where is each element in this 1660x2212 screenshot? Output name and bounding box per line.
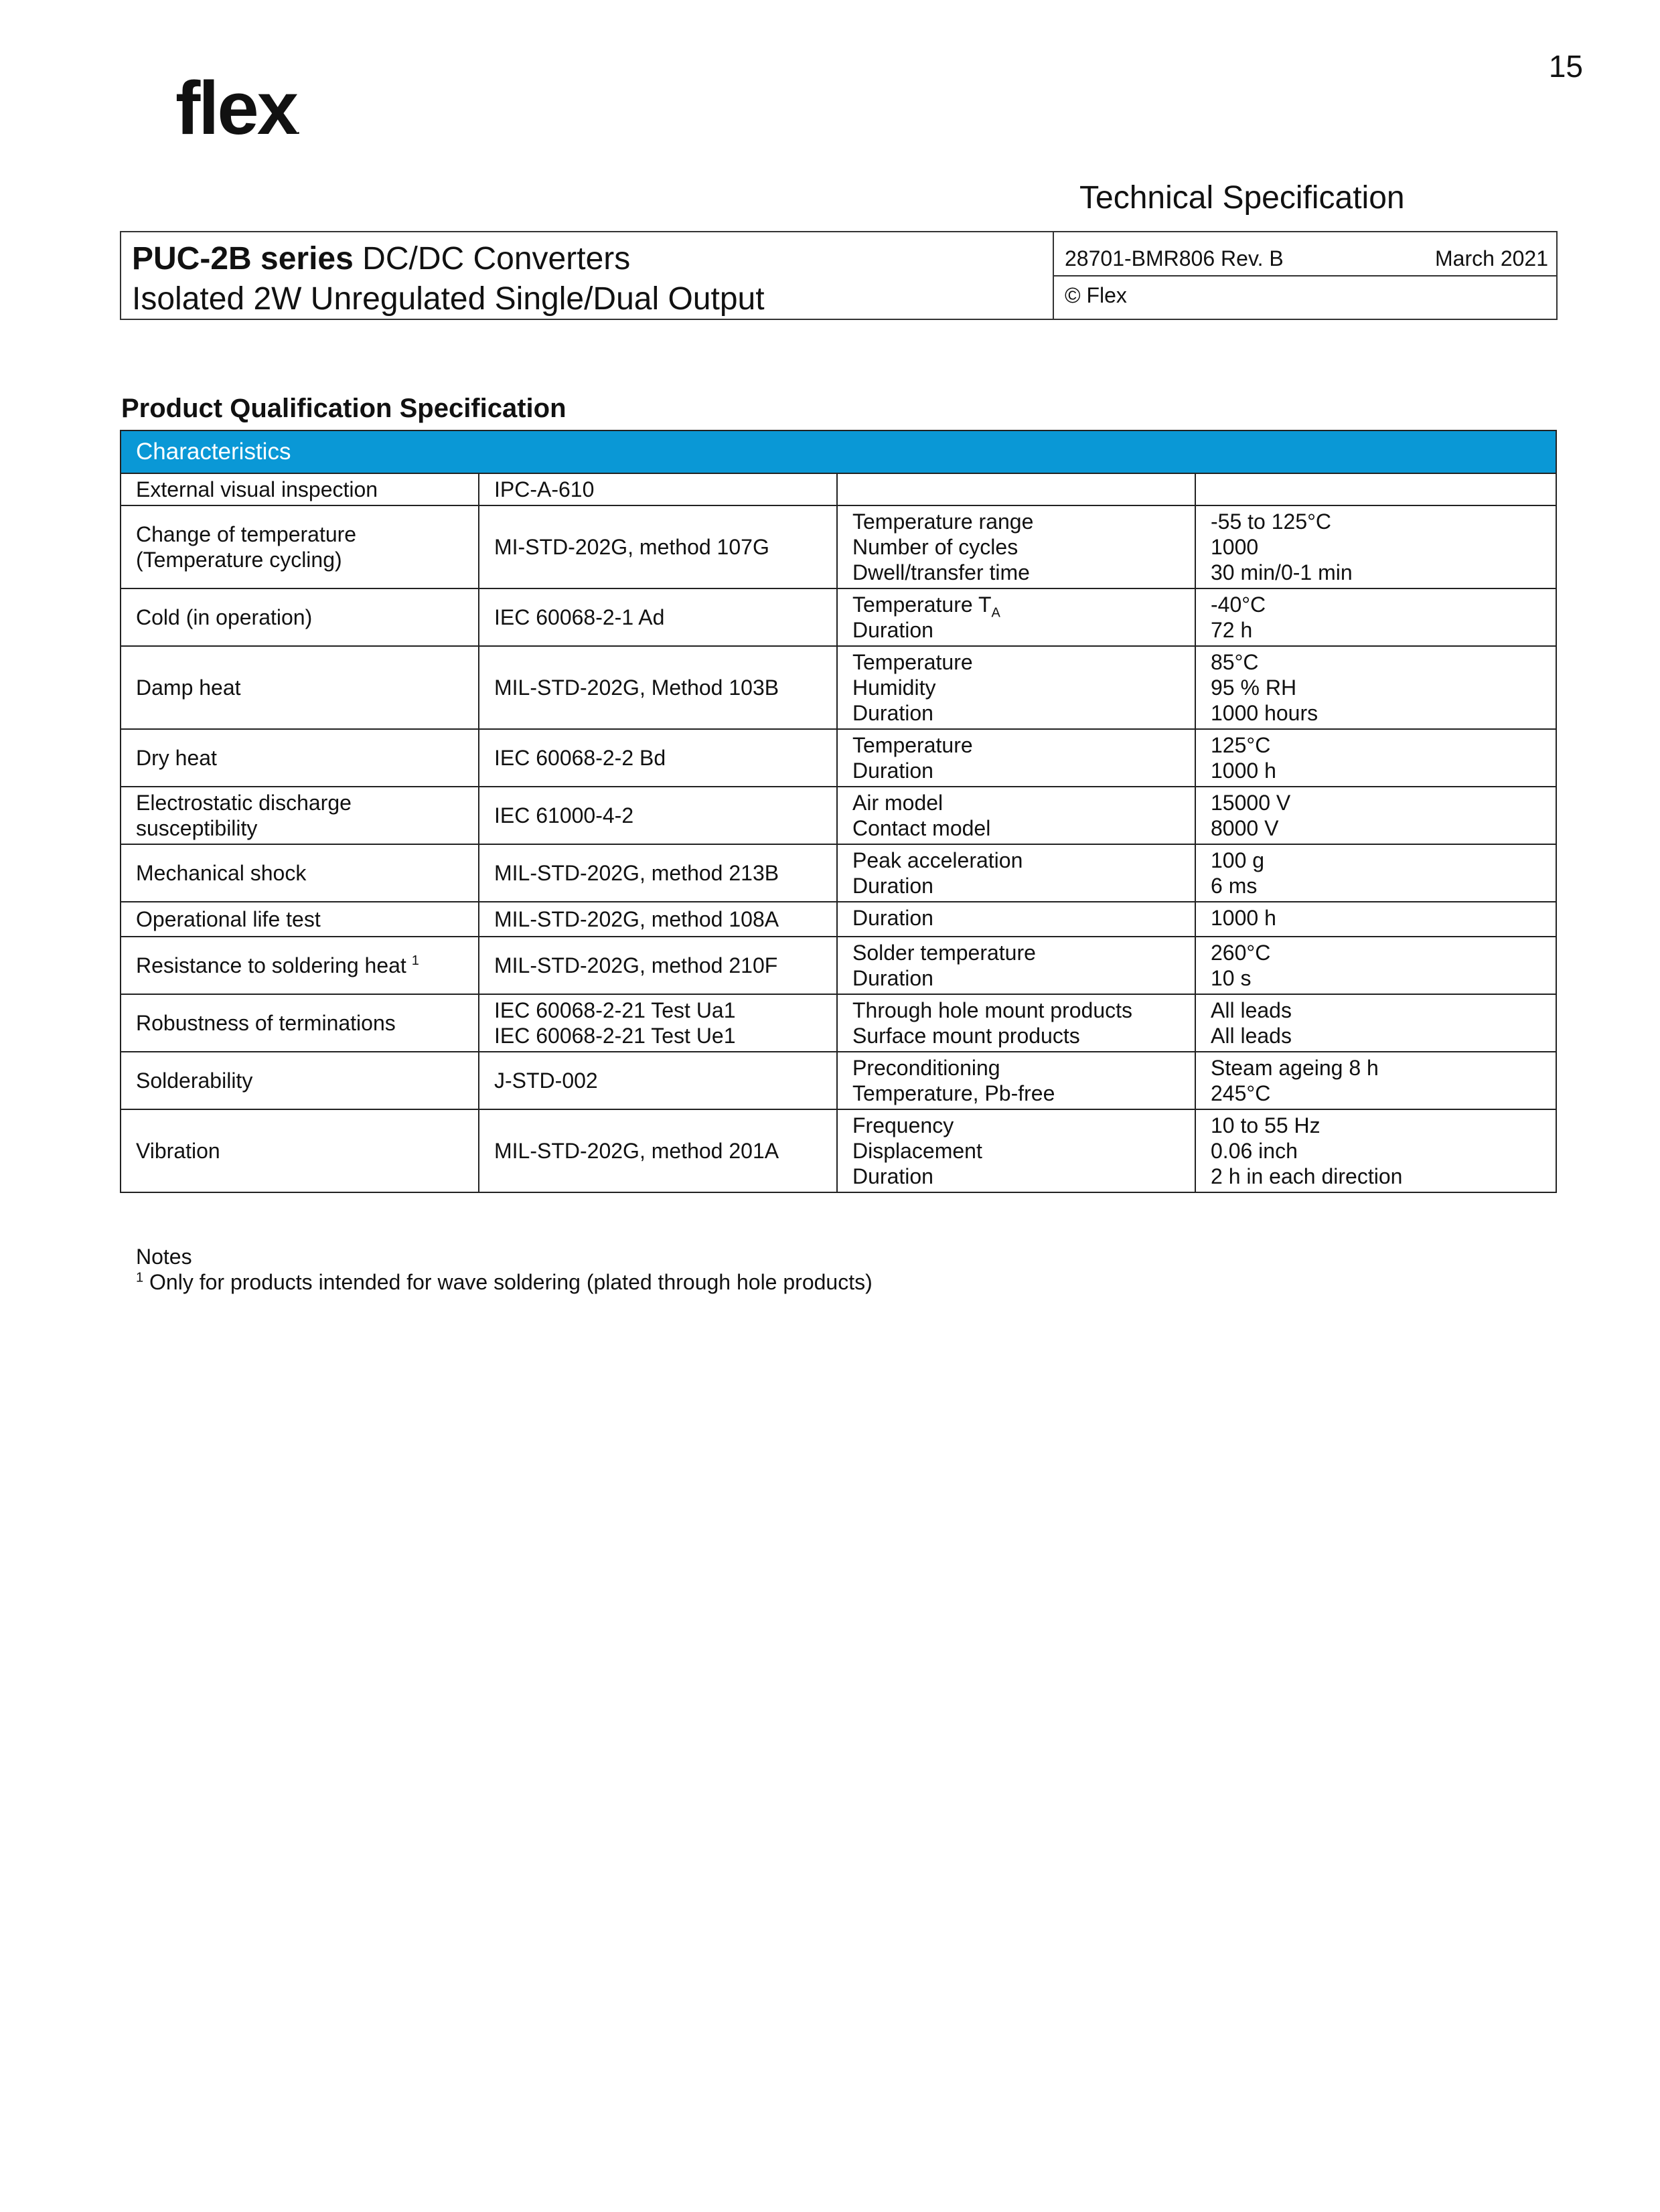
test-values: 85°C 95 % RH 1000 hours [1195,646,1556,729]
copyright: © Flex [1065,283,1127,307]
flex-logo [175,66,301,150]
test-method: MIL-STD-202G, method 108A [479,902,837,937]
characteristic-name: Dry heat [121,729,479,787]
test-values: 10 to 55 Hz 0.06 inch 2 h in each direction [1195,1109,1556,1192]
characteristic-name-text: Resistance to soldering heat [136,953,406,977]
table-row [121,787,1556,844]
page-number: 15 [1548,49,1583,84]
note-marker: 1 [136,1270,144,1285]
test-method: MI-STD-202G, method 107G [479,505,837,588]
characteristic-name: Damp heat [121,646,479,729]
table-row [121,729,1556,787]
product-subtitle: Isolated 2W Unregulated Single/Dual Output [132,281,765,317]
table-header: Characteristics [121,430,1556,473]
test-values: 260°C 10 s [1195,937,1556,994]
test-values: All leads All leads [1195,994,1556,1052]
table-row [121,588,1556,646]
table-row [121,1052,1556,1109]
series-name: PUC-2B series [132,241,354,276]
doc-number: 28701-BMR806 Rev. B [1065,246,1284,270]
header-meta-cell [1054,232,1556,319]
doc-date: March 2021 [1435,246,1548,270]
document-header [120,231,1558,320]
test-parameters: Temperature Duration [837,729,1195,787]
test-values: 100 g 6 ms [1195,844,1556,902]
test-values: 1000 h [1195,902,1556,937]
notes-title: Notes [136,1245,192,1269]
table-row [121,844,1556,902]
table-header-row [121,430,1556,473]
table-row [121,937,1556,994]
test-method: MIL-STD-202G, method 210F [479,937,837,994]
test-values: 125°C 1000 h [1195,729,1556,787]
characteristic-name: Vibration [121,1109,479,1192]
title-rest: DC/DC Converters [353,241,631,276]
test-parameters: Solder temperature Duration [837,937,1195,994]
characteristic-name: Cold (in operation) [121,588,479,646]
qualification-table [120,430,1557,1193]
test-method: IEC 61000-4-2 [479,787,837,844]
test-method: MIL-STD-202G, Method 103B [479,646,837,729]
test-values [1195,473,1556,505]
characteristic-name: Operational life test [121,902,479,937]
test-parameters: Frequency Displacement Duration [837,1109,1195,1192]
test-parameters: Temperature Humidity Duration [837,646,1195,729]
test-parameters: Peak acceleration Duration [837,844,1195,902]
characteristic-name [121,937,479,994]
table-row [121,473,1556,505]
footnote-marker: 1 [411,953,419,969]
test-values: 15000 V 8000 V [1195,787,1556,844]
characteristic-name: Electrostatic discharge susceptibility [121,787,479,844]
test-parameters: Duration [837,902,1195,937]
table-row [121,902,1556,937]
section-title: Product Qualification Specification [121,394,567,423]
test-method: MIL-STD-202G, method 213B [479,844,837,902]
header-title-cell [121,232,1054,319]
table-row [121,646,1556,729]
table-row [121,505,1556,588]
product-title [132,239,1053,279]
test-values: Steam ageing 8 h 245°C [1195,1052,1556,1109]
characteristic-name: Robustness of terminations [121,994,479,1052]
test-values: -55 to 125°C 1000 30 min/0-1 min [1195,505,1556,588]
test-parameters: Through hole mount products Surface mount products [837,994,1195,1052]
parameter-text: Duration [852,618,933,642]
test-method: IEC 60068-2-1 Ad [479,588,837,646]
test-parameters [837,588,1195,646]
characteristic-name: Change of temperature (Temperature cycling) [121,505,479,588]
test-method: J-STD-002 [479,1052,837,1109]
test-method: IEC 60068-2-2 Bd [479,729,837,787]
notes [136,1244,873,1295]
document-type: Technical Specification [1079,180,1405,216]
test-parameters [837,473,1195,505]
note-item [136,1269,873,1295]
test-values: -40°C 72 h [1195,588,1556,646]
logo-mark: . [297,123,301,137]
characteristic-name: Solderability [121,1052,479,1109]
parameter-text: Temperature T [852,592,992,617]
test-method: IPC-A-610 [479,473,837,505]
characteristic-name: Mechanical shock [121,844,479,902]
test-parameters: Air model Contact model [837,787,1195,844]
table-row [121,994,1556,1052]
table-row [121,1109,1556,1192]
test-parameters: Preconditioning Temperature, Pb-free [837,1052,1195,1109]
test-method: IEC 60068-2-21 Test Ua1 IEC 60068-2-21 Test Ue1 [479,994,837,1052]
test-method: MIL-STD-202G, method 201A [479,1109,837,1192]
note-text: Only for products intended for wave soldering (plated through hole products) [143,1270,873,1294]
test-parameters: Temperature range Number of cycles Dwell/transfer time [837,505,1195,588]
parameter-subscript: A [991,605,1000,621]
logo-text: flex [175,66,297,150]
characteristic-name: External visual inspection [121,473,479,505]
